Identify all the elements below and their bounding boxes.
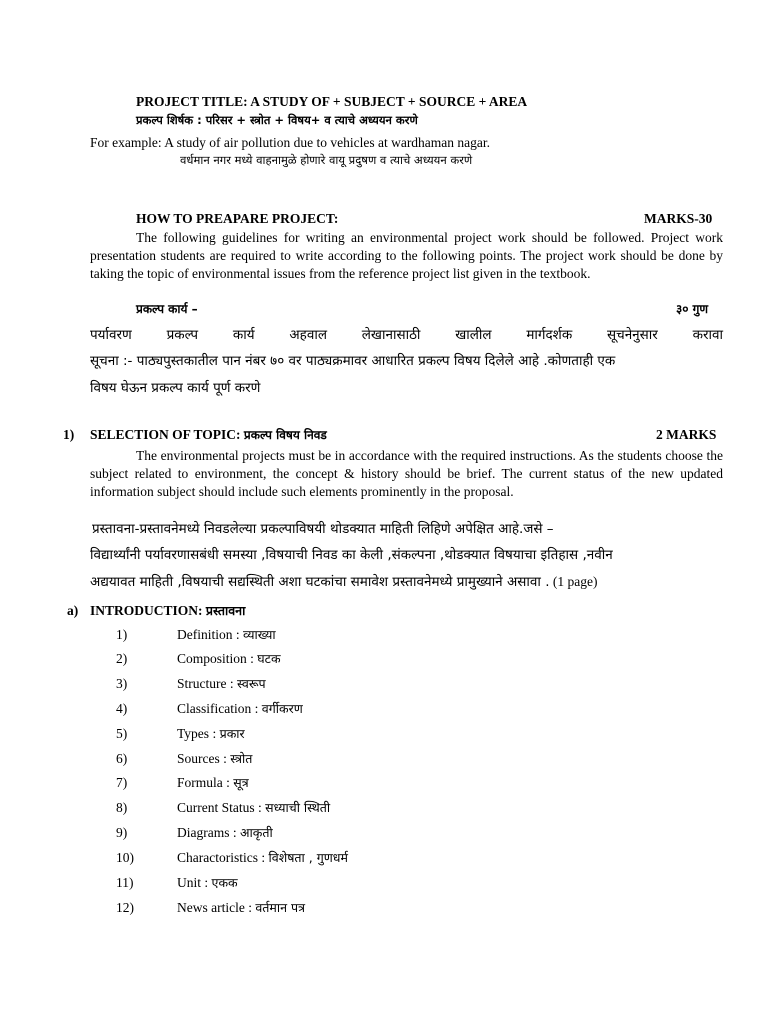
how-to-marks: MARKS-30 — [644, 211, 713, 226]
list-item-en: Formula — [177, 775, 223, 790]
list-item-number: 2) — [116, 651, 128, 666]
list-item-mr: वर्तमान पत्र — [255, 900, 306, 915]
list-item-text: Formula : सूत्र — [177, 775, 249, 790]
list-item-mr: विशेषता , गुणधर्म — [268, 850, 348, 865]
mr-project-heading: प्रकल्प कार्य – — [136, 302, 198, 316]
mr-guideline-line-2: सूचना :- पाठ्यपुस्तकातील पान नंबर ७० वर पाठ्यक्रमावर आधारित प्रकल्प विषय दिलेले आहे .कोणताही एक — [90, 353, 616, 369]
section-1-paragraph-text: The environmental projects must be in accordance with the required instructions. As the students choose the subject related to environment, the concept & history should be brief. The current status of the new updated information subject should include such elements prominently in the proposal. — [90, 448, 723, 499]
list-item-mr: व्याख्या — [243, 627, 276, 642]
section-1-mr-line-2: विद्यार्थ्यांनी पर्यावरणासबंधी समस्या ,विषयाची निवड का केली ,संकल्पना ,थोडक्यात विषयाचा इतिहास ,नवीन — [90, 547, 613, 563]
section-1-page-note: (1 page) — [552, 574, 598, 589]
list-item-text: Sources : स्त्रोत — [177, 751, 253, 766]
list-item-number: 4) — [116, 701, 128, 716]
list-item-text: News article : वर्तमान पत्र — [177, 900, 306, 915]
list-item-text: Current Status : सध्याची स्थिती — [177, 800, 331, 815]
list-item-text: Definition : व्याख्या — [177, 627, 276, 642]
list-item-text: Composition : घटक — [177, 651, 281, 666]
list-item-mr: स्त्रोत — [230, 751, 253, 766]
list-item-text: Structure : स्वरूप — [177, 676, 266, 691]
list-item-en: Definition — [177, 627, 233, 642]
list-item-number: 10) — [116, 850, 134, 865]
section-1-heading-mr: प्रकल्प विषय निवड — [243, 428, 327, 442]
list-item-text: Diagrams : आकृती — [177, 825, 273, 840]
list-item-number: 11) — [116, 875, 134, 890]
intro-heading — [90, 603, 245, 620]
section-1-mr-line-3-wrap — [90, 574, 597, 591]
list-item-en: Structure — [177, 676, 227, 691]
how-to-paragraph-text: The following guidelines for writing an environmental project work should be followed. Project work presentation students are required to write according to the following points. The project work should be done by taking the topic of environmental issues from the reference project list given in the textbook. — [90, 230, 723, 281]
list-item-number: 1) — [116, 627, 128, 642]
section-1-mr-line-3: अद्ययावत माहिती ,विषयाची सद्यस्थिती अशा घटकांचा समावेश प्रस्तावनेमध्ये प्रामुख्याने असावा . — [90, 574, 550, 590]
list-item-number: 7) — [116, 775, 128, 790]
list-item-en: Diagrams — [177, 825, 230, 840]
list-item-en: Classification — [177, 701, 252, 716]
list-item-text: Charactoristics : विशेषता , गुणधर्म — [177, 850, 348, 865]
list-item-en: Charactoristics — [177, 850, 258, 865]
list-item-en: Unit — [177, 875, 202, 890]
mr-guideline-line-3: विषय घेऊन प्रकल्प कार्य पूर्ण करणे — [90, 380, 261, 396]
project-title-en: PROJECT TITLE: A STUDY OF + SUBJECT + SOURCE + AREA — [136, 94, 528, 109]
list-item-en: Types — [177, 726, 210, 741]
list-item-mr: स्वरूप — [237, 676, 266, 691]
intro-heading-en: INTRODUCTION: — [90, 603, 203, 618]
section-1-number: 1) — [63, 427, 75, 442]
example-mr: वर्धमान नगर मध्ये वाहनामुळे होणारे वायू प्रदुषण व त्याचे अध्ययन करणे — [180, 153, 473, 167]
intro-letter: a) — [67, 603, 79, 618]
list-item-text: Types : प्रकार — [177, 726, 245, 741]
section-1-marks: 2 MARKS — [656, 427, 717, 442]
intro-heading-mr: प्रस्तावना — [205, 603, 246, 618]
list-item-mr: सध्याची स्थिती — [265, 800, 331, 815]
list-item-mr: सूत्र — [233, 775, 249, 790]
list-item-mr: एकक — [211, 875, 238, 890]
list-item-text: Unit : एकक — [177, 875, 238, 890]
list-item-number: 6) — [116, 751, 128, 766]
list-item-en: Composition — [177, 651, 247, 666]
project-title-mr: प्रकल्प शिर्षक : परिसर + स्त्रोत + विषय+ व त्याचे अध्ययन करणे — [136, 113, 418, 127]
how-to-paragraph — [90, 229, 723, 283]
list-item-number: 9) — [116, 825, 128, 840]
list-item-text: Classification : वर्गीकरण — [177, 701, 303, 716]
list-item-en: News article — [177, 900, 245, 915]
list-item-number: 12) — [116, 900, 134, 915]
how-to-heading: HOW TO PREAPARE PROJECT: — [136, 211, 339, 226]
list-item-en: Current Status — [177, 800, 255, 815]
section-1-paragraph — [90, 447, 723, 501]
section-1-mr-line-1: प्रस्तावना-प्रस्तावनेमध्ये निवडलेल्या प्रकल्पाविषयी थोडक्यात माहिती लिहिणे अपेक्षित आहे.जसे – — [92, 521, 554, 537]
list-item-mr: घटक — [257, 651, 281, 666]
list-item-number: 8) — [116, 800, 128, 815]
list-item-mr: वर्गीकरण — [261, 701, 303, 716]
section-1-heading — [90, 427, 327, 444]
list-item-number: 5) — [116, 726, 128, 741]
mr-guideline-line-1: पर्यावरण प्रकल्प कार्य अहवाल लेखानासाठी खालील मार्गदर्शक सूचनेनुसार करावा — [90, 327, 723, 343]
list-item-mr: प्रकार — [219, 726, 245, 741]
list-item-mr: आकृती — [240, 825, 273, 840]
example-en: For example: A study of air pollution due to vehicles at wardhaman nagar. — [90, 135, 491, 150]
list-item-number: 3) — [116, 676, 128, 691]
section-1-heading-en: SELECTION OF TOPIC: — [90, 427, 241, 442]
list-item-en: Sources — [177, 751, 220, 766]
mr-project-marks: ३० गुण — [676, 302, 709, 316]
